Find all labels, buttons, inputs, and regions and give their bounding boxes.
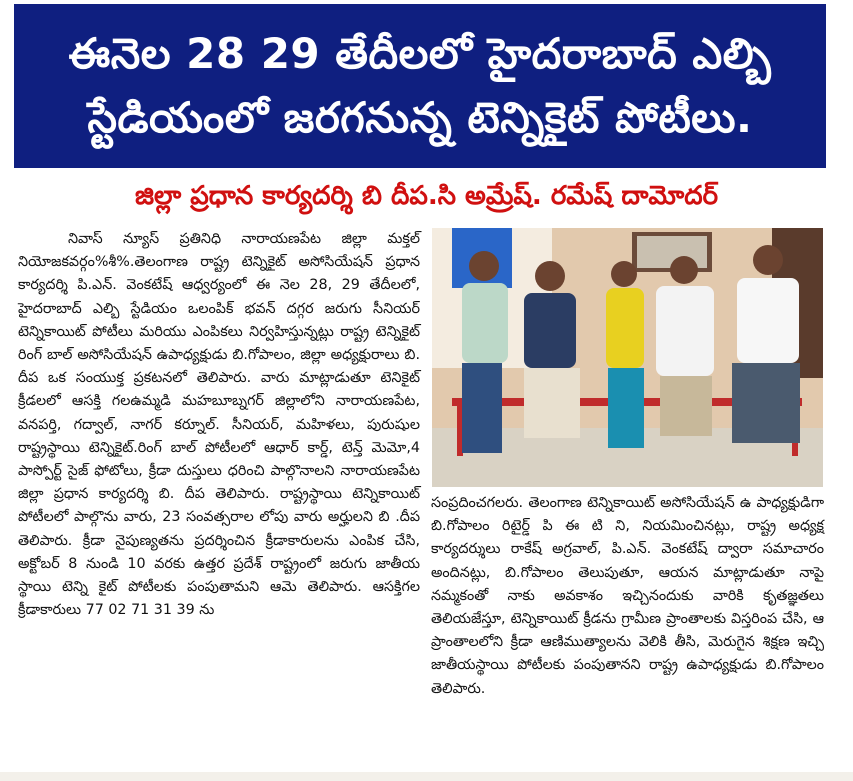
headline-line-2: స్టేడియంలో జరగనున్న టెన్నికైట్ పోటీలు. xyxy=(87,93,753,142)
article-paragraph-right: సంప్రదించగలరు. తెలంగాణ టెన్నికాయిట్ అసోసియేషన్ ఉ పాధ్యక్షుడిగా బి.గోపాలం రిటైర్డ్ పి ఈ టి ని, నియమించినట్లు, రాష్ట్ర అధ్యక్ష కార్యదర్శులు రాకేష్ అగ్రవాల్, పి.ఎన్. వెంకటేష్ ద్వారా సమాచారం అందినట్లు, బి.గోపాలం తెలుపుతూ, ఆయన మాట్లాడుతూ నాపై నమ్మకంతో నాకు అవకాశం ఇచ్చినందుకు వారికి కృతజ్ఞతలు తెలియజేస్తూ, టెన్నికాయిట్ క్రీడను గ్రామీణ ప్రాంతాలకు విస్తరింప చేసి, ఆ ప్రాంతాలలోని క్రీడా ఆణిముత్యాలను వెలికి తీసి, మెరుగైన శిక్షణ ఇచ్చి జాతీయస్థాయి పోటీలకు పంపుతానని రాష్ట్ర ఉపాధ్యక్షుడు బి.గోపాలం తెలిపారు. xyxy=(431,495,824,697)
article-paragraph-left: నివాస్ న్యూస్ ప్రతినిధి నారాయణపేట జిల్లా మక్తల్ నియోజకవర్గం%శీ%.తెలంగాణ రాష్ట్ర టెన్నికైట్ అసోసియేషన్ ప్రధాన కార్యదర్శి పి.ఎన్. వెంకటేష్ ఆధ్వర్యంలో ఈ నెల 28, 29 తేదీలలో, హైదరాబాద్ ఎల్బి స్టేడియం ఒలంపిక్ భవన్ దగ్గర జరుగు సీనియర్ టెన్నికాయిట్ పోటీలు మరియు ఎంపికలు నిర్వహిస్తున్నట్లు రాష్ట్ర టెన్నికైట్ రింగ్ బాల్ అసోసియేషన్ ఉపాధ్యక్షుడు బి.గోపాలం, జిల్లా అధ్యక్షురాలు బి. దీప ఒక సంయుక్త ప్రకటనలో తెలిపారు. వారు మాట్లాడుతూ టెనికైట్ క్రీడలలో ఆసక్తి గలఉమ్మడి మహబూబ్నగర్ జిల్లాలోని నారాయణపేట, వనపర్తి, గద్వాల్, నాగర్ కర్నూల్. సీనియర్, మహిళలు, పురుషుల రాష్ట్రస్థాయి టెన్నికైట్.రింగ్ బాల్ పోటీలలో ఆధార్ కార్డ్, టెన్త్ మెమో,4 పాస్పోర్ట్ సైజ్ ఫోటోలు, క్రీడా దుస్తులు ధరించి పాల్గొనాలని నారాయణపేట జిల్లా ప్రధాన కార్యదర్శి బి. దీప తెలిపారు. రాష్ట్రస్థాయి టెన్నికాయిట్ పోటీలలో పాల్గొను వారు, 23 సంవత్సరాల లోపు వారు అర్హులని బి .దీప తెలిపారు. క్రీడా నైపుణ్యతను ప్రదర్శించిన క్రీడాకారులను ఎంపిక చేసి, అక్టోబర్ 8 నుండి 10 వరకు ఉత్తర ప్రదేశ్ రాష్ట్రంలో జరుగు జాతీయ స్థాయి టెన్ని కైట్ పోటీలకు పంపుతామని ఆమె తెలిపారు. ఆసక్తిగల క్రీడాకారులు 77 02 71 31 39 ను xyxy=(18,231,420,619)
article-right-column xyxy=(431,492,824,701)
news-photo xyxy=(432,228,823,487)
group-photo-illustration xyxy=(432,228,823,487)
subheadline: జిల్లా ప్రధాన కార్యదర్శి బి దీప.సి అమ్రేష్. రమేష్ దామోదర్ xyxy=(134,181,719,211)
headline-line-1: ఈనెల 28 29 తేదీలలో హైదరాబాద్ ఎల్బి xyxy=(68,29,772,78)
article-left-column xyxy=(18,228,420,622)
headline-banner xyxy=(14,4,826,168)
page-bottom-edge xyxy=(0,772,853,781)
